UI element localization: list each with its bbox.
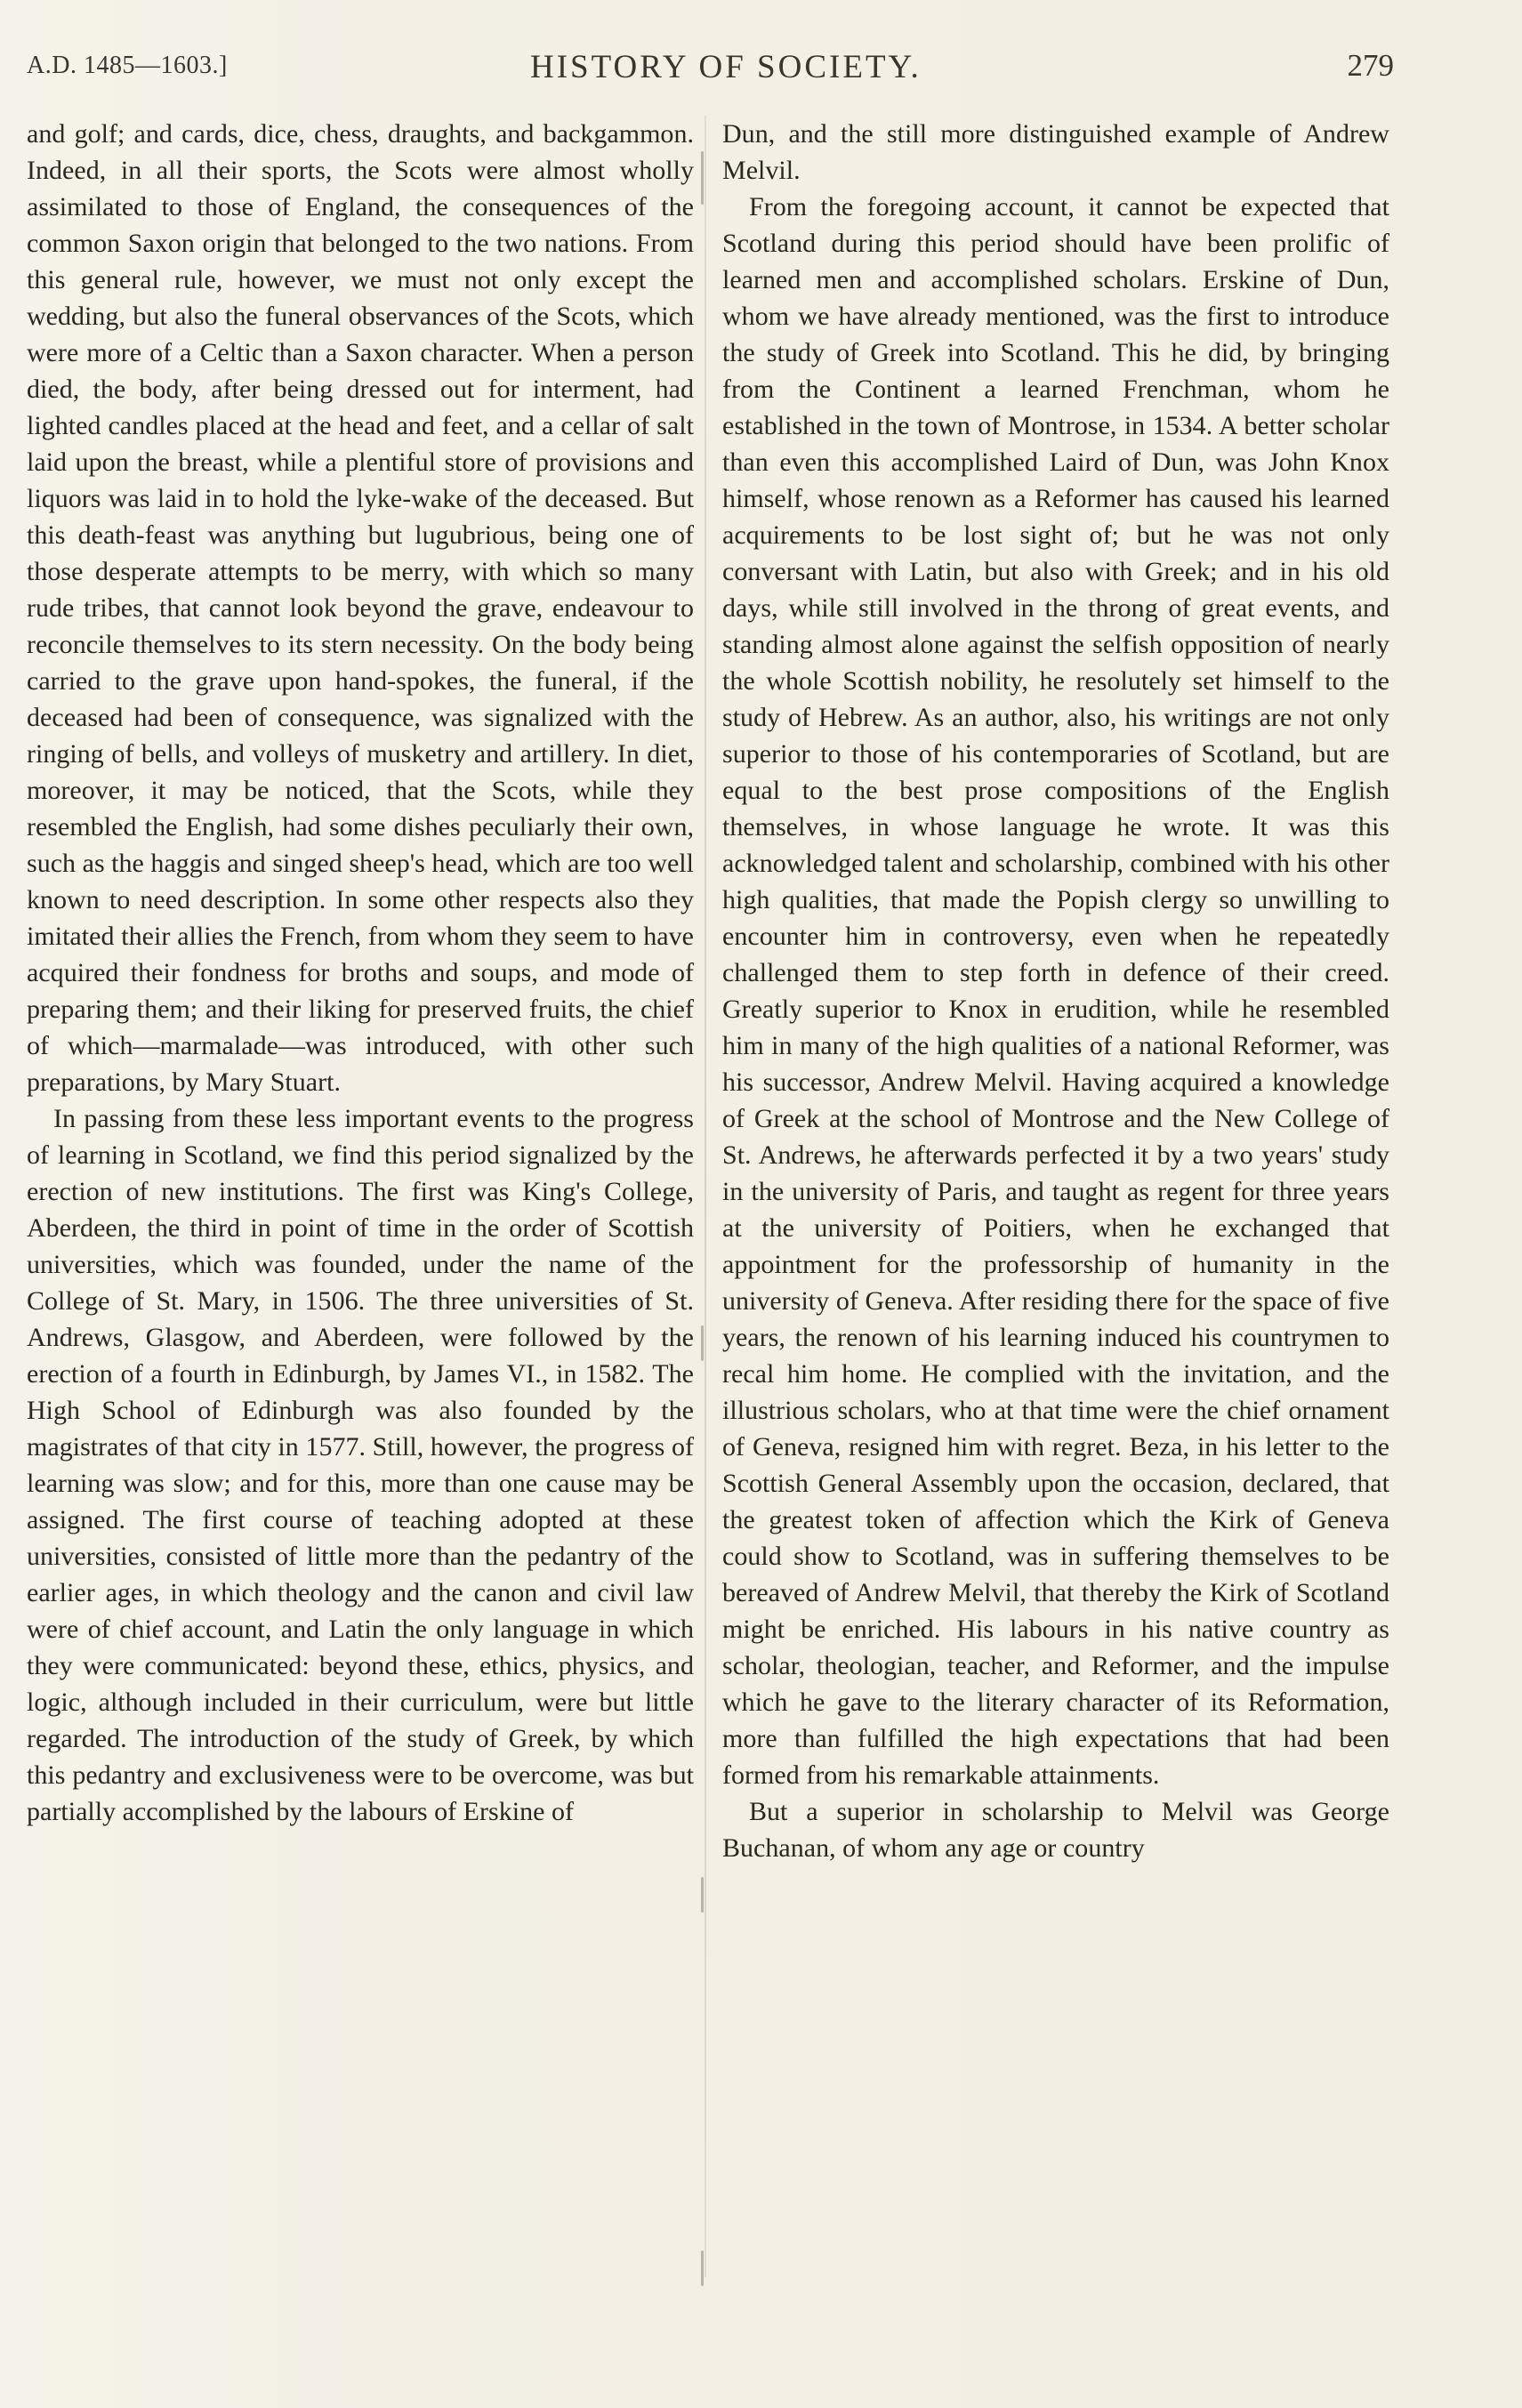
- margin-mark: [701, 1325, 704, 1361]
- right-paragraph-2: From the foregoing account, it cannot be expected that Scotland during this period should have been prolific of learned men and accomplished scholars. Erskine of Dun, whom we have already mentioned, was the first to introduce the study of Greek into Scotland. This he did, by bringing from the Continent a learned Frenchman, whom he established in the town of Montrose, in 1534. A better scholar than even this accomplished Laird of Dun, was John Knox himself, whose renown as a Reformer has caused his learned acquirements to be lost sight of; but he was not only conversant with Latin, but also with Greek; and in his old days, while still involved in the throng of great events, and standing almost alone against the selfish opposition of nearly the whole Scottish nobility, he resolutely set himself to the study of Hebrew. As an author, also, his writings are not only superior to those of his contemporaries of Scotland, but are equal to the best prose compositions of the English themselves, in whose language he wrote. It was this acknowledged talent and scholarship, combined with his other high qualities, that made the Popish clergy so unwilling to encounter him in controversy, even when he repeatedly challenged them to step forth in defence of their creed. Greatly superior to Knox in erudition, while he resembled him in many of the high qualities of a national Reformer, was his successor, Andrew Melvil. Having acquired a knowledge of Greek at the school of Montrose and the New College of St. Andrews, he afterwards perfected it by a two years' study in the university of Paris, and taught as regent for three years at the university of Poitiers, when he exchanged that appointment for the professorship of humanity in the university of Geneva. After residing there for the space of five years, the renown of his learning induced his countrymen to recal him home. He complied with the invitation, and the illustrious scholars, who at that time were the chief ornament of Geneva, resigned him with regret. Beza, in his letter to the Scottish General Assembly upon the occasion, declared, that the greatest token of affection which the Kirk of Geneva could show to Scotland, was in suffering themselves to be bereaved of Andrew Melvil, that thereby the Kirk of Scotland might be enriched. His labours in his native country as scholar, theologian, teacher, and Reformer, and the impulse which he gave to the literary character of its Reformation, more than fulfilled the high expectations that had been formed from his remarkable attainments.: [722, 192, 1389, 1790]
- margin-mark: [701, 2251, 704, 2286]
- right-paragraph-1: Dun, and the still more distinguished example of Andrew Melvil.: [722, 119, 1389, 185]
- left-paragraph-2: In passing from these less important events to the progress of learning in Scotland, we find this period signalized by the erection of new institutions. The first was King's College, Aberdeen, the third in point of time in the order of Scottish universities, which was founded, under the name of the College of St. Mary, in 1506. The three universities of St. Andrews, Glasgow, and Aberdeen, were followed by the erection of a fourth in Edinburgh, by James VI., in 1582. The High School of Edinburgh was also founded by the magistrates of that city in 1577. Still, however, the progress of learning was slow; and for this, more than one cause may be assigned. The first course of teaching adopted at these universities, consisted of little more than the pedantry of the earlier ages, in which theology and the canon and civil law were of chief account, and Latin the only language in which they were communicated: beyond these, ethics, physics, and logic, although included in their curriculum, were but little regarded. The introduction of the study of Greek, by which this pedantry and exclusiveness were to be overcome, was but partially accomplished by the labours of Erskine of: [27, 1104, 694, 1826]
- right-paragraph-3: But a superior in scholarship to Melvil was George Buchanan, of whom any age or country: [722, 1797, 1389, 1863]
- date-range: A.D. 1485—1603.]: [27, 52, 228, 79]
- margin-mark: [701, 151, 704, 205]
- margin-mark: [701, 1877, 704, 1913]
- left-paragraph-1: and golf; and cards, dice, chess, draughts, and backgammon. Indeed, in all their sports, the Scots were almost wholly assimilated to those of England, the consequences of the common Saxon origin that belonged to the two nations. From this general rule, however, we must not only except the wedding, but also the funeral observances of the Scots, which were more of a Celtic than a Saxon character. When a person died, the body, after being dressed out for interment, had lighted candles placed at the head and feet, and a cellar of salt laid upon the breast, while a plentiful store of provisions and liquors was laid in to hold the lyke-wake of the deceased. But this death-feast was anything but lugubrious, being one of those desperate attempts to be merry, with which so many rude tribes, that cannot look beyond the grave, endeavour to reconcile themselves to its stern necessity. On the body being carried to the grave upon hand-spokes, the funeral, if the deceased had been of consequence, was signalized with the ringing of bells, and volleys of musketry and artillery. In diet, moreover, it may be noticed, that the Scots, while they resembled the English, had some dishes peculiarly their own, such as the haggis and singed sheep's head, which are too well known to need description. In some other respects also they imitated their allies the French, from whom they seem to have acquired their fondness for broths and soups, and mode of preparing them; and their liking for preserved fruits, the chief of which—marmalade—was introduced, with other such preparations, by Mary Stuart.: [27, 119, 694, 1097]
- running-title: HISTORY OF SOCIETY.: [530, 49, 922, 85]
- page-number: 279: [1347, 48, 1394, 83]
- left-column: [27, 116, 694, 1830]
- column-divider: [705, 116, 706, 2277]
- right-column: [722, 116, 1389, 1866]
- running-header: [27, 43, 1394, 87]
